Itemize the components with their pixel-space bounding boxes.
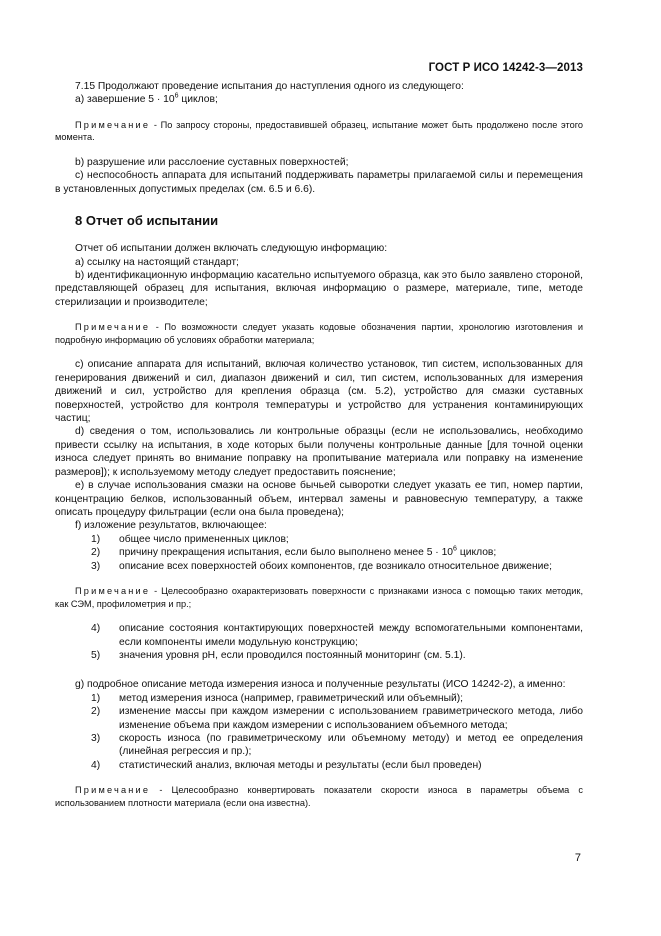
- section-8-g: g) подробное описание метода измерения износа и полученные результаты (ИСО 14242-2), а именно:: [75, 679, 566, 691]
- section-8-f: f) изложение результатов, включающее:: [75, 520, 267, 532]
- section-8-a: а) ссылку на настоящий стандарт;: [75, 256, 239, 268]
- list-item: 5) значения уровня pH, если проводился постоянный мониторинг (см. 5.1).: [91, 649, 466, 661]
- list-item: 3) описание всех поверхностей обоих компонентов, где возникало относительное движение;: [91, 560, 553, 572]
- section-8-title: 8 Отчет об испытании: [75, 213, 219, 229]
- g-list: [55, 692, 583, 772]
- clause-7-15-a: а) завершение $5 \cdot 10^6$ циклов;: [75, 92, 218, 106]
- standard-code-header: ГОСТ Р ИСО 14242-3—2013: [428, 62, 583, 74]
- list-item: 2) причину прекращения испытания, если было выполнено менее $5 \cdot 10^6$ циклов;: [91, 545, 497, 559]
- list-item: 1) общее число примененных циклов;: [91, 533, 289, 545]
- clause-7-15-c: c) неспособность аппарата для испытаний поддерживать параметры прилагаемой силы и перемещения в установленных допустимых пределах (см. 6.5 и 6.6).: [55, 170, 583, 195]
- section-8-d: d) сведения о том, использовались ли контрольные образцы (если не использовались, необходимо привести ссылку на испытания, в ходе которых были получены контрольные данные [для точной оценки износа следует принять во внимание поправку на пропитывание материала или поправку на изменение размеров]); к используемому методу следует предоставить пояснение;: [55, 426, 583, 478]
- list-item: 3) скорость износа (по гравиметрическому или объемному методу) и метод ее определения (линейная регрессия и пр.);: [91, 732, 583, 758]
- list-item: 2) изменение массы при каждом измерении с использованием гравиметрического метода, либо изменение объема при каждом измерении с использованием объемного метода;: [91, 706, 583, 731]
- section-8-intro: Отчет об испытании должен включать следующую информацию:: [75, 243, 388, 255]
- f-list-continued: [55, 622, 583, 662]
- section-8-e: е) в случае использования смазки на основе бычьей сыворотки следует указать ее тип, номер партии, концентрацию белков, использованный объем, интервал замены и равновесную температуру, а также описать процедуру фильтрации (если она была проведена);: [55, 480, 583, 518]
- section-8-b: b) идентификационную информацию касательно испытуемого образца, как это было заявлено стороной, представляющей образец для испытания, включая информацию о размере, материале, типе, методе стерилизации и производителе;: [55, 270, 583, 308]
- note-4: Примечание - Целесообразно конвертировать показатели скорости износа в параметры объема с использованием плотности материала (если она известна).: [55, 785, 584, 808]
- note-3: Примечание - Целесообразно охарактеризовать поверхности с признаками износа с помощью таких методик, как СЭМ, профилометрия и пр.;: [55, 585, 583, 609]
- page-number: 7: [574, 852, 581, 864]
- clause-7-15-b: b) разрушение или расслоение суставных поверхностей;: [75, 157, 349, 168]
- document-body: [55, 80, 583, 809]
- f-list: [55, 533, 583, 573]
- note-2: Примечание - По возможности следует указать кодовые обозначения партии, хронологию изготовления и подробную информацию об условиях обработки материала;: [55, 322, 583, 345]
- list-item: 4) статистический анализ, включая методы и результаты (если был проведен): [91, 759, 482, 771]
- section-8-c: с) описание аппарата для испытаний, включая количество установок, тип систем, использованных для генерирования движений и сил, диапазон движений и сил, тип систем, использованных для измерения движений и сил, устройство для крепления образца (см. 5.2), устройство для смазки суставных поверхностей, устройство для контроля температуры и устройство для устранения контаминирующих частиц;: [55, 359, 583, 425]
- list-item: 4) описание состояния контактирующих поверхностей между вспомогательными компонентами, если компоненты имели модульную конструкцию;: [91, 623, 583, 648]
- note-1: Примечание - По запросу стороны, предоставившей образец, испытание может быть продолжено после этого момента.: [55, 119, 583, 143]
- list-item: 1) метод измерения износа (например, гравиметрический или объемный);: [91, 692, 464, 704]
- clause-7-15-lead: 7.15 Продолжают проведение испытания до наступления одного из следующего:: [75, 81, 464, 92]
